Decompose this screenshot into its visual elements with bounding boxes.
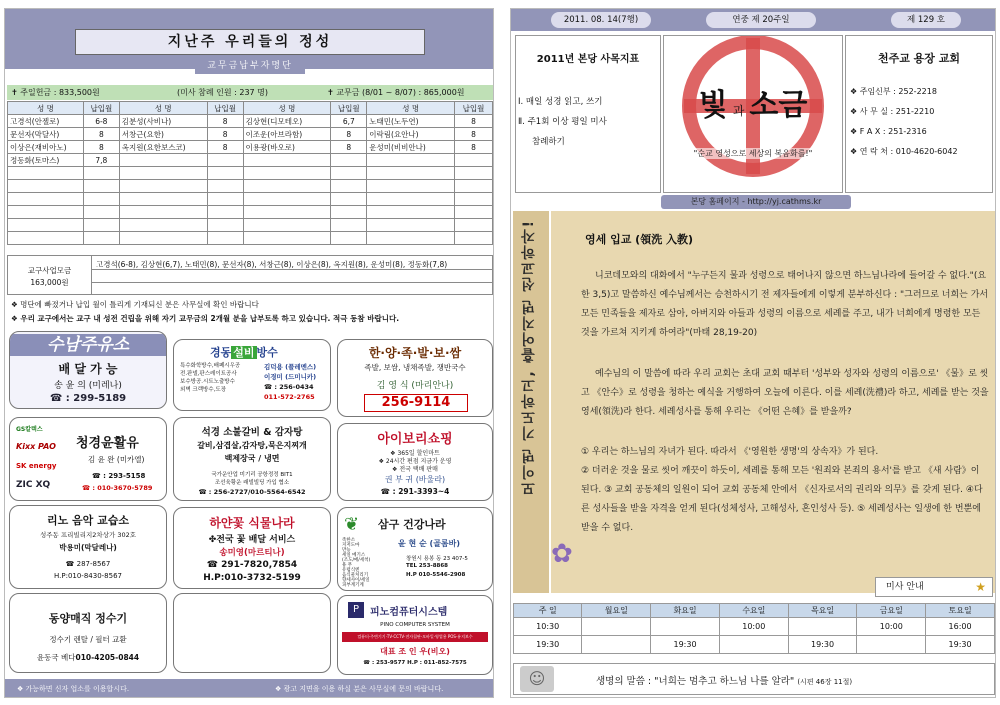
page-subtitle: 교무금납부자명단 — [195, 59, 305, 74]
table-cell — [651, 618, 720, 636]
ad-name: 동양매직 정수기 — [48, 612, 128, 625]
pastoral-title: 2011년 본당 사목지표 — [536, 54, 640, 65]
ad-computer — [337, 595, 493, 675]
ad-owner: 윤 현 순 (골롬바) — [398, 539, 461, 548]
ad-desc-line: 외벽 크랙방수,도장 — [180, 387, 227, 393]
ad-name-part: 경동 — [210, 346, 232, 359]
column-header: 납입월 — [207, 102, 243, 115]
contact-line: ❖ 사 무 실 : 251-2210 — [850, 107, 935, 116]
ad-menu: 갈비,삼겹살,감자탕,묵은지찌개 — [197, 441, 307, 450]
item-number: Ⅱ. — [518, 117, 525, 127]
article-paragraph: 니코데모와의 대화에서 "누구든지 물과 성령으로 태어나지 않으면 하느님나라에 들어갈 수 없다."(요한 3,5)고 말씀하신 예수님께서는 승천하시기 전 제자들에게 이렇게 분부하신다 : "그러므로 너희는 가서 모든 민족들을 제자로 삼아, 아버지와 아들과 성령의 이름으로 세례를 주고, 내가 너희에게 명령한 모든 것을 가르쳐 지키게 하여라"(마태 28,19-20) — [581, 271, 989, 338]
ad-shopping — [337, 423, 493, 501]
ad-desc-line: 용 무 — [342, 563, 353, 568]
ad-desc-line: 음식물처리기 — [342, 573, 369, 578]
table-cell: 이조운(아브라함) — [243, 128, 331, 141]
ad-address: 조선육황운 래빌빌딩 가입 협소 — [214, 480, 290, 486]
ad-contact — [10, 652, 166, 663]
ad-phone: ☎ 287-8567 — [65, 560, 111, 568]
ad-desc-line: 향세사이/세일 — [342, 578, 370, 583]
table-cell: 8 — [83, 141, 119, 154]
ad-desc: ❖ 24시간 편점 지금가 운영 — [378, 458, 452, 465]
table-cell: 10:00 — [719, 618, 788, 636]
footer-note: ❖ 가능하면 신자 업소를 이용합시다. — [17, 685, 130, 693]
ad-owner: 윤동국 베다 — [36, 653, 76, 662]
ad-name: 아이보리쇼핑 — [377, 432, 453, 447]
ad-desc-line: 만능 — [342, 548, 351, 553]
issue-bar — [511, 9, 996, 31]
ad-name — [210, 344, 278, 360]
table-cell: 운성미(비비안나) — [367, 141, 455, 154]
ad-phone: 010-4205-0844 — [75, 653, 140, 662]
ad-name: 청경윤활유 — [76, 436, 139, 451]
ad-desc: 컴퓨터·주변기기·TV·CCTV·전자칠판·모바일·영업용 POS·유지보수 — [342, 632, 488, 642]
title-part: 소금 — [749, 88, 808, 123]
table-cell: 19:30 — [651, 636, 720, 654]
table-cell: 6-8 — [83, 115, 119, 128]
ad-desc: ❖ 전국 택배 판매 — [392, 466, 438, 473]
ad-phone: TEL 253-8868 — [406, 563, 448, 569]
ad-desc — [180, 362, 240, 394]
article-title: 영세 입교 (領洗 入教) — [585, 233, 694, 246]
left-page — [4, 8, 494, 698]
ad-name-part: 방수 — [256, 346, 278, 359]
right-page — [510, 8, 996, 698]
column-header: 성 명 — [8, 102, 84, 115]
word-text — [596, 673, 852, 687]
contact-list — [850, 82, 958, 162]
ad-desc-line: 전.판넬,판스레이트공사 — [180, 371, 237, 377]
ad-phone: ☎ : 299-5189 — [49, 393, 127, 404]
table-row — [514, 636, 995, 654]
ad-desc-line: 세일 메기스 — [342, 553, 366, 558]
weekly-offering: ✝ 주일헌금 : 833,500원 — [11, 88, 100, 97]
ad-name: 석경 소불갈비 & 감자탕 — [201, 427, 303, 438]
table-cell: 8 — [455, 115, 493, 128]
ad-phone: ☎ : 291-3393~4 — [380, 487, 450, 496]
column-header: 주 일 — [514, 604, 582, 618]
ad-desc-line: 피부계기계 — [342, 583, 364, 588]
table-cell: 10:30 — [514, 618, 582, 636]
brand-logo: Kixx PAO — [16, 442, 56, 451]
table-cell — [582, 636, 651, 654]
column-header: 납입월 — [331, 102, 367, 115]
vertical-slogan: 모이면 기도하고, 흩어지면 선교하자! — [521, 219, 537, 496]
ad-water-purifier — [9, 593, 167, 673]
ad-menu: 백제장국 / 냉면 — [224, 454, 280, 463]
ad-name: 리노 음악 교습소 — [46, 514, 130, 527]
notice-2: ❖ 우리 교구에서는 교구 내 성전 건립을 위해 자기 교무금의 2개월 분을 납부토록 하고 있습니다. 적극 동참 바랍니다. — [11, 314, 400, 323]
ad-phone: ☎ : 010-3670-5789 — [82, 484, 153, 492]
column-header: 성 명 — [367, 102, 455, 115]
ad-plumbing — [173, 339, 331, 411]
ad-phone: ☎ : 256-2727/010-5564-6542 — [198, 488, 306, 496]
table-cell — [119, 154, 207, 167]
table-cell: 6,7 — [331, 115, 367, 128]
column-header: 월요일 — [582, 604, 651, 618]
ad-owner: 이경미 (드미니카) — [264, 373, 317, 381]
table-cell: 8 — [207, 141, 243, 154]
ad-phone: 256-9114 — [364, 394, 468, 412]
fund-label-text: 교구사업모금 — [27, 266, 72, 275]
table-cell — [719, 636, 788, 654]
ad-name: 하얀꽃 식물나라 — [209, 516, 295, 530]
ad-phone: ☎ 291-7820,7854 — [206, 560, 298, 570]
ad-phone: H.P:010-3732-5199 — [203, 573, 301, 583]
church-info — [845, 35, 993, 193]
table-cell — [367, 154, 455, 167]
table-row — [514, 618, 995, 636]
ad-galbi — [173, 417, 331, 501]
ad-flower — [173, 507, 331, 589]
table-row — [8, 232, 493, 245]
table-cell: 이락림(요안나) — [367, 128, 455, 141]
ad-desc-line: 지저도마 — [342, 543, 360, 548]
table-cell: 문선자(막달사) — [8, 128, 84, 141]
ad-music — [9, 505, 167, 589]
table-row — [8, 128, 493, 141]
ad-jokbal — [337, 339, 493, 417]
ad-owner: 권 부 귀 (바울라) — [384, 475, 446, 484]
table-row — [8, 154, 493, 167]
column-header: 납입월 — [83, 102, 119, 115]
ad-owner: 김 영 식 (마리안나) — [376, 381, 454, 391]
table-cell: 김상현(디모테오) — [243, 115, 331, 128]
table-cell: 8 — [331, 141, 367, 154]
column-header: 화요일 — [651, 604, 720, 618]
column-header: 목요일 — [788, 604, 857, 618]
ad-address: 성주동 프리빌리지2차상가 302호 — [39, 531, 137, 539]
pino-logo-icon: P — [348, 602, 364, 618]
fund-amount: 163,000원 — [30, 278, 69, 287]
table-cell: 19:30 — [514, 636, 582, 654]
column-header: 성 명 — [119, 102, 207, 115]
ad-health — [337, 507, 493, 591]
table-cell: 정동화(토마스) — [8, 154, 84, 167]
pastoral-item: 참례하기 — [532, 137, 565, 147]
ad-owner: 박용미(막달레나) — [59, 543, 117, 552]
issue-number: 제 129 호 — [891, 12, 961, 28]
column-header: 토요일 — [926, 604, 995, 618]
table-cell — [455, 154, 493, 167]
dues-table — [7, 101, 493, 245]
word-quote: "너희는 멈추고 하느님 나를 알라" — [654, 676, 795, 687]
ad-phone: 011-572-2765 — [264, 393, 315, 401]
mass-label-box — [875, 577, 993, 597]
table-row — [8, 193, 493, 206]
dues-total: ✝ 교무금 (8/01 ~ 8/07) : 865,000원 — [327, 88, 465, 97]
brand-logo: ZIC XQ — [16, 480, 51, 490]
ad-name-part: 설비 — [233, 346, 255, 359]
pastoral-item: 매일 성경 읽고, 쓰기 — [525, 97, 603, 107]
ad-phone: ☎ : 293-5158 — [92, 472, 146, 480]
ad-line: 정수기 렌탈 / 필터 교환 — [49, 635, 127, 644]
contact-line: ❖ 연 락 처 : 010-4620-6042 — [850, 147, 958, 156]
ad-owner: 송미영(마르티나) — [219, 548, 285, 558]
divider — [92, 269, 492, 270]
table-cell — [243, 154, 331, 167]
mass-label: 미사 안내 — [886, 582, 924, 592]
article-paragraph: ② 더러운 것을 물로 씻어 깨끗이 하듯이, 세례를 통해 모든 '원죄와 본죄의 용서'를 받고 《새 사람》이 된다. ③ 교회 공동체의 일원이 되어 교회 공동체 안에서 《신자로서의 권리와 의무》를 갖게 된다. ④다른 성사들을 받을 자격을 얻게 된다(성체성사, 고해성사, 혼인성사 등). ⑤ 세례성사는 일생에 한 번뿐에 받을 수 없다. — [581, 466, 983, 533]
ad-desc-line: 특수화학방수,배폐시우공 — [180, 363, 241, 369]
ad-empty — [173, 593, 331, 673]
diocese-fund-box — [7, 255, 493, 295]
flower-icon: ✿ — [551, 539, 573, 569]
table-cell: 고경석(안젤로) — [8, 115, 84, 128]
table-cell: 19:30 — [788, 636, 857, 654]
star-icon: ★ — [975, 580, 986, 594]
table-cell: 10:00 — [857, 618, 926, 636]
ad-menu: 족발, 보쌈, 냉채족발, 쟁반국수 — [364, 363, 466, 372]
ad-phone: H.P 010-5546-2908 — [406, 572, 466, 578]
table-header-row — [8, 102, 493, 115]
article-paragraph: 예수님의 이 말씀에 따라 우리 교회는 초대 교회 때부터 '성부와 성자와 성령의 이름으로' 《물》로 씻고 《안수》로 성령을 청하는 예식을 거행하여 오늘에 이른다. 이를 세례(洗禮)라 하고, 세례를 받는 것을 영세(領洗)라 한다. 세례성사를 통해 우리는 《어떤 은혜》를 받을까? — [581, 369, 989, 417]
pastoral-items — [518, 92, 607, 152]
motto: "순교 영성으로 세상의 복음화를!" — [664, 148, 842, 159]
table-header-row — [514, 604, 995, 618]
item-number: Ⅰ. — [518, 97, 524, 107]
ad-owner: 송 윤 의 (미레나) — [54, 381, 122, 391]
table-row — [8, 115, 493, 128]
article-paragraph: ① 우리는 하느님의 자녀가 된다. 따라서 《'영원한 생명'의 상속자》가 된다. — [581, 447, 879, 457]
liturgical-day: 연중 제 20주일 — [706, 12, 816, 28]
fund-names: 고경석(6-8), 김상현(6,7), 노태민(8), 문선자(8), 서창근(8), 이상은(8), 옥지원(8), 운성미(8), 정동화(7,8) — [96, 260, 448, 269]
ad-name: 피노컴퓨터시스템 — [370, 607, 448, 618]
column-header: 성 명 — [243, 102, 331, 115]
ad-owner: 김덕용 (플레멘스) — [264, 363, 317, 371]
brand-logo: GS칼텍스 — [16, 426, 43, 433]
masthead-logo — [663, 35, 843, 193]
page-title: 지난주 우리들의 정성 — [75, 29, 425, 55]
table-row — [8, 180, 493, 193]
title-part: 과 — [732, 104, 745, 118]
table-cell: 이용광(바오로) — [243, 141, 331, 154]
ad-name: 수남주유소 — [10, 334, 166, 356]
table-cell: 8 — [207, 128, 243, 141]
table-row — [8, 167, 493, 180]
issue-date: 2011. 08. 14(7행) — [551, 12, 651, 28]
table-cell — [331, 154, 367, 167]
leaf-icon: ❦ — [344, 514, 360, 535]
table-row — [8, 219, 493, 232]
ad-sub: PINO COMPUTER SYSTEM — [380, 622, 450, 628]
table-row — [8, 206, 493, 219]
table-cell: 7,8 — [83, 154, 119, 167]
newsletter-title — [664, 80, 842, 124]
column-header: 납입월 — [455, 102, 493, 115]
column-header: 금요일 — [857, 604, 926, 618]
table-cell: 8 — [455, 141, 493, 154]
ad-desc-line: (조도/메/세척) — [342, 558, 371, 563]
church-name: 천주교 용장 교회 — [877, 52, 961, 65]
table-cell: 노태민(노두연) — [367, 115, 455, 128]
ad-desc-line: 보수방공.시트노출방수 — [180, 379, 235, 385]
table-cell — [207, 154, 243, 167]
ad-contacts — [264, 362, 316, 402]
ad-owner: 대표 조 인 우(비오) — [380, 647, 450, 656]
ad-desc — [342, 538, 370, 588]
table-cell: 19:30 — [926, 636, 995, 654]
contact-line: ❖ F A X : 251-2316 — [850, 127, 927, 136]
contact-line: ❖ 주임신부 : 252-2218 — [850, 87, 937, 96]
ad-name: 한·양·족·발·보·쌈 — [368, 346, 462, 360]
table-cell: 8 — [207, 115, 243, 128]
left-footer — [5, 679, 494, 698]
table-row — [8, 141, 493, 154]
ad-phone: H.P:010-8430-8567 — [54, 572, 122, 580]
ad-line: ✤전국 꽃 배달 서비스 — [208, 535, 296, 545]
jesus-portrait-icon: ☺ — [520, 666, 554, 692]
footer-note: ❖ 광고 지면을 이용 하실 분은 사무실에 문의 바랍니다. — [275, 685, 444, 693]
word-label: 생명의 말씀 : — [596, 676, 652, 687]
table-cell — [788, 618, 857, 636]
divider — [92, 282, 492, 283]
table-cell: 8 — [331, 128, 367, 141]
table-cell — [582, 618, 651, 636]
table-cell: 8 — [455, 128, 493, 141]
word-reference: (시편 46장 11절) — [797, 678, 853, 686]
pastoral-item: 주1회 이상 평일 미사 — [527, 117, 607, 127]
offering-summary — [7, 85, 493, 100]
brand-logo: SK energy — [16, 462, 57, 470]
column-header: 수요일 — [719, 604, 788, 618]
ad-address: 국가운안업 미기리 공항정정 BIT1 — [211, 472, 293, 478]
table-cell: 이상은(재비아노) — [8, 141, 84, 154]
ad-name: 삼구 건강나라 — [378, 518, 446, 531]
ad-desc: ❖ 365일 할인마트 — [390, 450, 440, 457]
ad-desc-line: 유럽식엔 — [342, 568, 360, 573]
pastoral-goals — [515, 35, 661, 193]
title-part: 빛 — [698, 88, 728, 123]
table-cell — [857, 636, 926, 654]
mass-attendance: (미사 참례 인원 : 237 명) — [177, 88, 269, 97]
ad-lubricant — [9, 417, 167, 501]
word-of-life — [513, 663, 995, 695]
ad-phone: ☎ : 253-9577 H.P : 011-852-7575 — [363, 660, 467, 666]
ad-phone: ☎ : 256-0434 — [264, 383, 314, 391]
notice-1: ❖ 명단에 빠졌거나 납입 월이 틀리게 기재되신 분은 사무실에 확인 바랍니다 — [11, 300, 259, 309]
fund-label — [8, 256, 92, 294]
table-cell: 서창근(요한) — [119, 128, 207, 141]
ad-address: 창원시 용봉 동 23 407-5 — [406, 556, 468, 562]
ad-desc-line: 족한소 — [342, 538, 356, 543]
table-cell: 8 — [83, 128, 119, 141]
table-cell: 옥지원(요한보스코) — [119, 141, 207, 154]
homepage-link[interactable]: 본당 홈페이지 - http://yj.cathms.kr — [661, 195, 851, 209]
table-cell: 김분성(사비나) — [119, 115, 207, 128]
ad-owner: 김 윤 완 (미카엘) — [88, 455, 145, 464]
ad-line: 배 달 가 능 — [58, 362, 118, 376]
table-cell: 16:00 — [926, 618, 995, 636]
ad-gas-station — [9, 331, 167, 409]
mass-schedule-table — [513, 603, 995, 654]
